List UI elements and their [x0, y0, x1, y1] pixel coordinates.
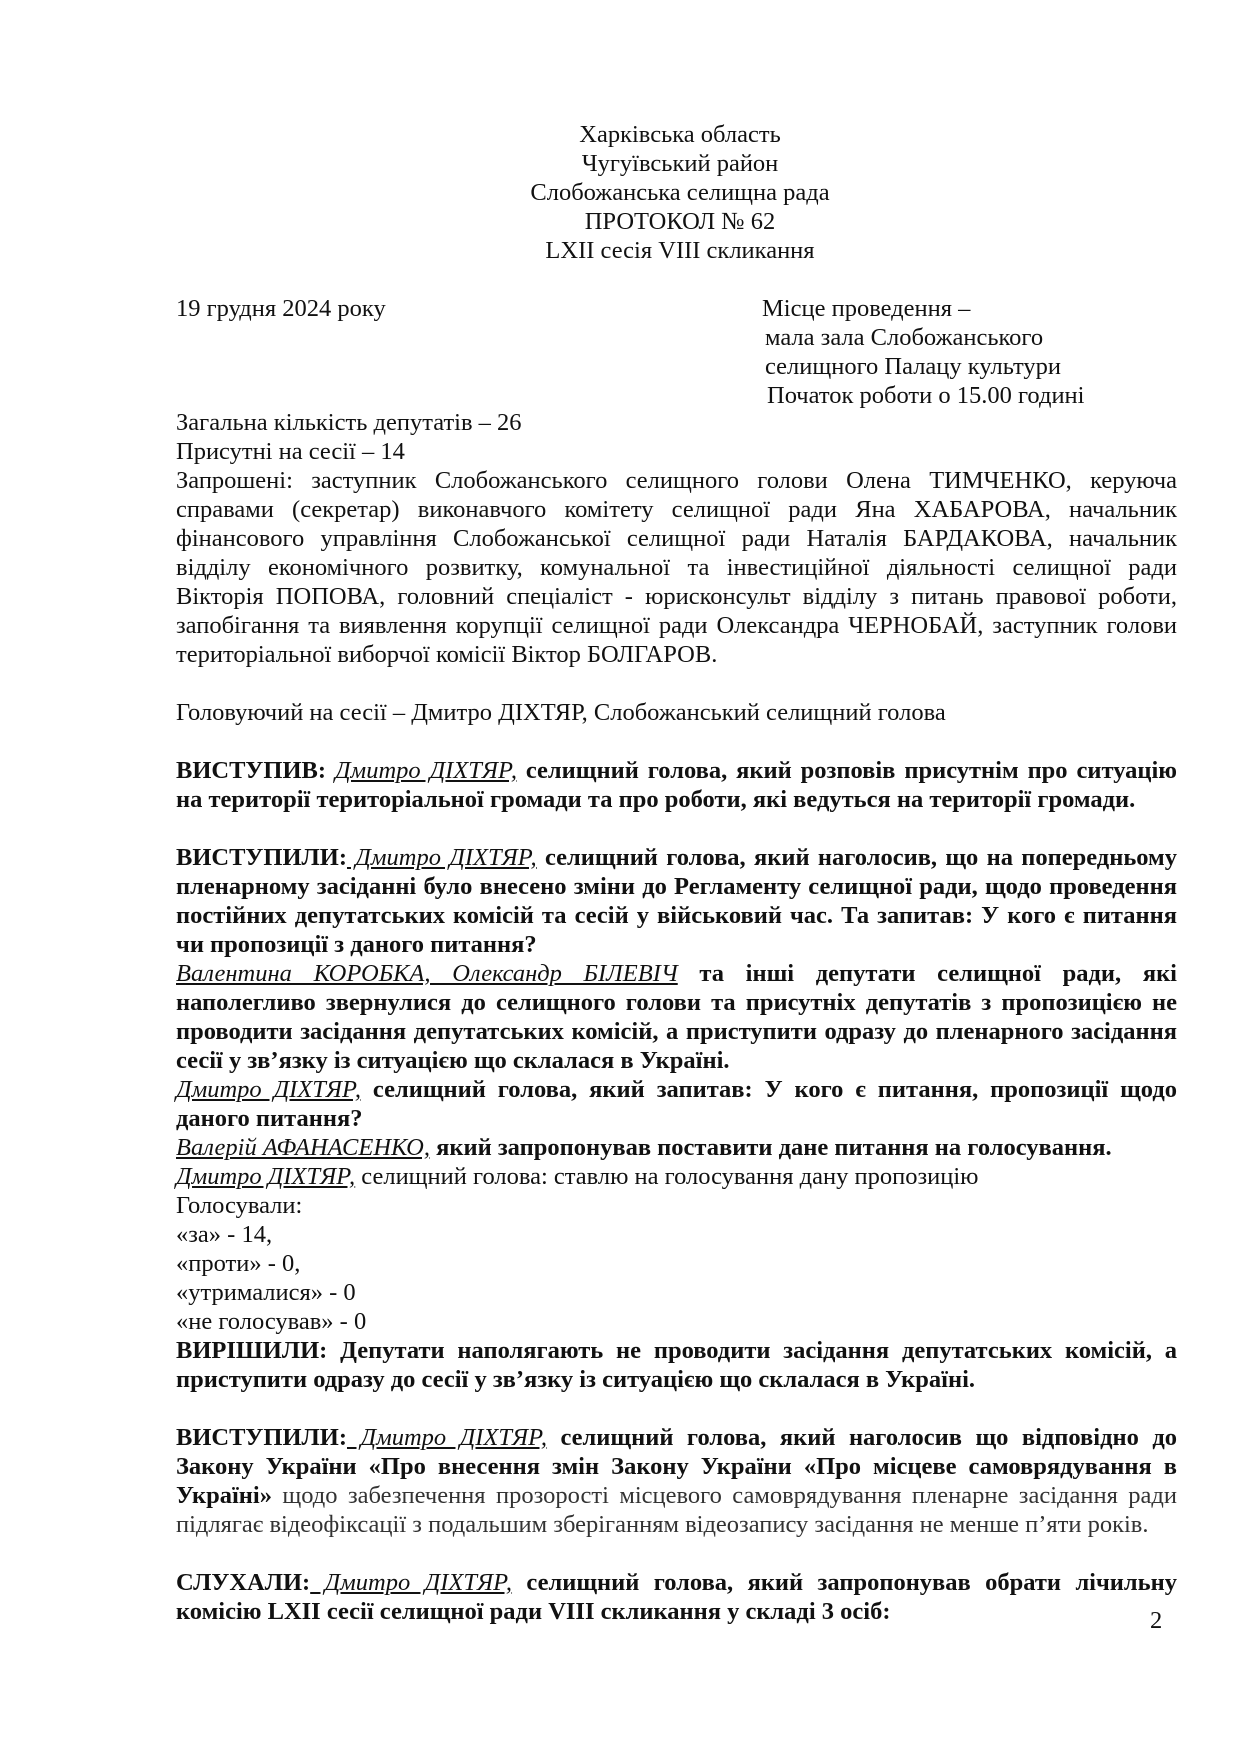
place-line-1: мала зала Слобожанського	[765, 324, 1044, 351]
speaker-name: Дмитро ДІХТЯР,	[347, 844, 537, 871]
speech-section-1	[176, 756, 1177, 814]
speaker-name: Дмитро ДІХТЯР,	[176, 1076, 361, 1103]
speaker-name: Валерій АФАНАСЕНКО,	[176, 1134, 430, 1161]
chair-question	[176, 1075, 1177, 1133]
question-text: селищний голова, який запитав: У кого є питання, пропозиції щодо даного питання?	[176, 1076, 1177, 1132]
speaker-name: Дмитро ДІХТЯР,	[334, 757, 517, 784]
section-label: ВИСТУПИВ:	[176, 757, 327, 784]
document-header	[0, 120, 1240, 265]
speech-section-2	[176, 843, 1177, 959]
deputies-proposal	[176, 959, 1177, 1075]
meeting-date: 19 грудня 2024 року	[176, 295, 386, 322]
vote-proposal	[176, 1133, 1177, 1162]
proposal-text: який запропонував поставити дане питання на голосування.	[429, 1134, 1112, 1161]
section-text: щодо забезпечення прозорості місцевого самоврядування пленарне засідання ради підлягає відеофіксації з подальшим зберіганням відеозапису засідання не менше п’яти років.	[176, 1482, 1177, 1538]
vote-label: Голосували:	[176, 1192, 303, 1219]
section-text: селищний голова, який наголосив, що на попередньому пленарному засіданні було внесено зміни до Регламенту селищної ради, щодо проведення постійних депутатських комісій та сесій у військовий час. Та запитав: У кого є питання чи пропозиції з даного питання?	[176, 844, 1177, 958]
chair-vote-call	[176, 1162, 1177, 1191]
protocol-body	[176, 408, 1177, 1626]
section-label: ВИРІШИЛИ:	[176, 1337, 328, 1364]
section-text: селищний голова, який розповів присутнім про ситуацію на території територіальної громади та про роботи, які ведуться на території громади.	[176, 757, 1178, 813]
place-label: Місце проведення –	[762, 295, 971, 322]
chair-line: Головуючий на сесії – Дмитро ДІХТЯР, Слобожанський селищний голова	[176, 699, 946, 726]
speaker-name: Дмитро ДІХТЯР,	[347, 1424, 548, 1451]
vote-against: «проти» - 0,	[176, 1250, 301, 1277]
council-line: Слобожанська селищна рада	[530, 179, 830, 206]
region-line: Харківська область	[579, 121, 781, 148]
present-deputies: Присутні на сесії – 14	[176, 438, 405, 465]
district-line: Чугуївський район	[581, 150, 779, 177]
vote-call-text: селищний голова: ставлю на голосування дану пропозицію	[355, 1163, 979, 1190]
protocol-title: ПРОТОКОЛ № 62	[584, 208, 776, 235]
meeting-place	[762, 294, 1084, 410]
section-label: ВИСТУПИЛИ:	[176, 844, 347, 871]
section-label: СЛУХАЛИ:	[176, 1569, 311, 1596]
decision-text: Депутати наполягають не проводити засідання депутатських комісій, а приступити одразу до сесії у зв’язку із ситуацією що склалася в Україні.	[176, 1337, 1177, 1393]
decision	[176, 1336, 1177, 1394]
section-label: ВИСТУПИЛИ:	[176, 1424, 347, 1451]
vote-for: «за» - 14,	[176, 1221, 273, 1248]
section-text: селищний голова, який запропонував обрати лічильну комісію LXII сесії селищної ради VIII скликання у складі 3 осіб:	[176, 1569, 1177, 1625]
speaker-names: Валентина КОРОБКА, Олександр БІЛЕВІЧ	[176, 960, 678, 987]
start-time: Початок роботи о 15.00 годині	[767, 382, 1085, 409]
speech-section-4	[176, 1568, 1177, 1626]
speaker-name: Дмитро ДІХТЯР,	[310, 1569, 513, 1596]
speaker-name: Дмитро ДІХТЯР,	[176, 1163, 356, 1190]
section-text-bold: селищний голова, який наголосив що відповідно до Закону України «Про внесення змін Закону України «Про місцеве самоврядування в Україні»	[176, 1424, 1177, 1509]
invited-paragraph: Запрошені: заступник Слобожанського селищного голови Олена ТИМЧЕНКО, керуюча справами (секретар) виконавчого комітету селищної ради Яна ХАБАРОВА, начальник фінансового управління Слобожанської селищної ради Наталія БАРДАКОВА, начальник відділу економічного розвитку, комунальної та інвестиційної діяльності селищної ради Вікторія ПОПОВА, головний спеціаліст - юрисконсульт відділу з питань правової роботи, запобігання та виявлення корупції селищної ради Олександра ЧЕРНОБАЙ, заступник голови територіальної виборчої комісії Віктор БОЛГАРОВ.	[176, 467, 1177, 668]
vote-not-voted: «не голосував» - 0	[176, 1308, 367, 1335]
total-deputies: Загальна кількість депутатів – 26	[176, 409, 522, 436]
session-line: LXII сесія VIII скликання	[545, 237, 815, 264]
proposal-text: та інші депутати селищної ради, які наполегливо звернулися до селищного голови та присутніх депутатів з пропозицією не проводити засідання депутатських комісій, а приступити одразу до пленарного засідання сесії у зв’язку із ситуацією що склалася в Україні.	[176, 960, 1177, 1074]
vote-abstain: «утрималися» - 0	[176, 1279, 356, 1306]
page-number: 2	[1150, 1607, 1163, 1634]
place-line-2: селищного Палацу культури	[765, 353, 1061, 380]
speech-section-3	[176, 1423, 1177, 1539]
